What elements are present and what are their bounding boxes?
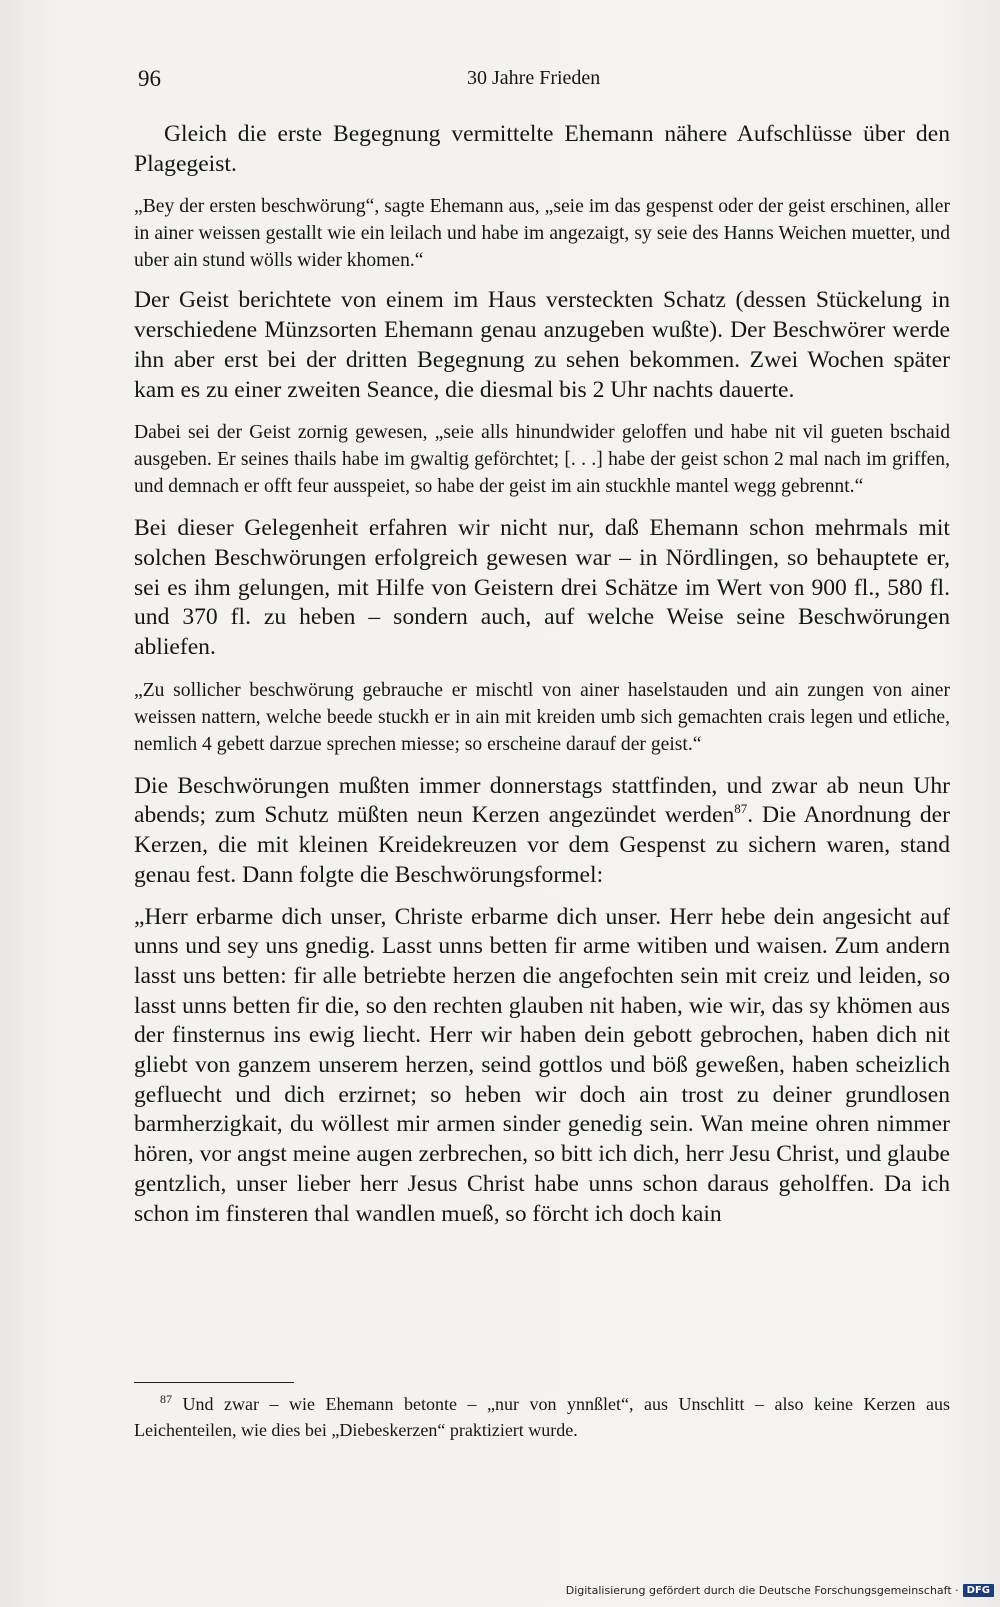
footnote-text: Und zwar – wie Ehemann betonte – „nur von ynnßlet“, aus Unschlitt – also keine Kerzen aus Leichenteilen, wie dies bei „Diebeskerzen“ praktiziert wurde.: [134, 1394, 950, 1440]
credit-text: Digitalisierung gefördert durch die Deutsche Forschungsgemeinschaft ·: [565, 1583, 959, 1597]
block-quote: „Zu sollicher beschwörung gebrauche er mischtl von ainer haselstauden und ain zungen von ainer weissen nattern, welche beede stuckh er in ain mit kreiden umb sich gemachten crais legen und etliche, nemlich 4 gebett darzue sprechen miesse; so erscheine darauf der geist.“: [134, 679, 950, 755]
main-text: [134, 120, 950, 1229]
footnote-number: 87: [160, 1392, 172, 1406]
digitization-credit: [566, 1581, 994, 1599]
paragraph: [134, 772, 950, 891]
dfg-logo: DFG: [963, 1584, 994, 1597]
block-quote: „Bey der ersten beschwörung“, sagte Ehemann aus, „seie im das gespenst oder der geist erschinen, aller in ainer weissen gestallt wie ein leilach und habe im angezaigt, sy seie des Hanns Weichen muetter, und uber ain stund wölls wider khomen.“: [134, 196, 950, 272]
paragraph-text: Die Beschwörungen mußten immer donnerstags stattfinden, und zwar ab neun Uhr abends; zum Schutz müßten neun Kerzen angezündet werden: [134, 772, 950, 829]
page-number: 96: [138, 66, 161, 91]
paragraph: Gleich die erste Begegnung vermittelte Ehemann nähere Aufschlüsse über den Plagegeist.: [134, 121, 950, 177]
page-header: [134, 60, 954, 100]
footnote-divider: [134, 1382, 294, 1383]
paragraph-text-continued: . Die Anordnung der Kerzen, die mit kleinen Kreidekreuzen vor dem Gespenst zu sichern waren, stand genau fest. Dann folgte die Beschwörungsformel:: [134, 802, 950, 888]
paragraph: Bei dieser Gelegenheit erfahren wir nicht nur, daß Ehemann schon mehrmals mit solchen Beschwörungen erfolgreich gewesen war – in Nördlingen, so behauptete er, sei es ihm gelungen, mit Hilfe von Geistern drei Schätze im Wert von 900 fl., 580 fl. und 370 fl. zu heben – sondern auch, auf welche Weise seine Beschwörungen abliefen.: [134, 515, 950, 661]
paragraph: Der Geist berichtete von einem im Haus versteckten Schatz (dessen Stückelung in verschiedene Münzsorten Ehemann genau anzugeben wußte). Der Beschwörer werde ihn aber erst bei der dritten Begegnung zu sehen bekommen. Zwei Wochen später kam es zu einer zweiten Seance, die diesmal bis 2 Uhr nachts dauerte.: [134, 287, 950, 403]
footnote-reference[interactable]: 87: [734, 801, 748, 817]
running-head: 30 Jahre Frieden: [467, 67, 601, 89]
block-quote: Dabei sei der Geist zornig gewesen, „seie alls hinundwider geloffen und habe nit vil gueten bschaid ausgeben. Er seines thails habe im gwaltig geförchtet; [. . .] habe der geist schon 2 mal nach im griffen, und demnach er offt feur ausspeiet, so habe der geist im ain stuckhle mantel wegg gebrennt.“: [134, 422, 950, 498]
footnote: [134, 1391, 950, 1443]
paragraph: „Herr erbarme dich unser, Christe erbarme dich unser. Herr hebe dein angesicht auf unns und sey uns gnedig. Lasst unns betten fir arme witiben und waisen. Zum andern lasst uns betten: fir alle betriebte herzen die angefochten sein mit creiz und leiden, so lasst unns betten fir die, so den rechten glauben nit haben, wie wir, das sy khömen aus der finsternus ins ewig liecht. Herr wir haben dein gebott gebrochen, haben dich nit gliebt von ganzem unserem herzen, seind gottlos und böß geweßen, haben scheizlich gefluecht und dich erzirnet; so heben wir doch ain trost zu deiner grundlosen barmherzigkait, du wöllest mir armen sinder genedig sein. Wan meine ohren nimmer hören, vor angst meine augen zerbrechen, so bitt ich dich, herr Jesu Christ, und glaube gentzlich, unser lieber herr Jesus Christ habe unns schon daraus geholffen. Da ich schon im finsteren thal wandlen mueß, so förcht ich doch kain: [134, 903, 950, 1227]
